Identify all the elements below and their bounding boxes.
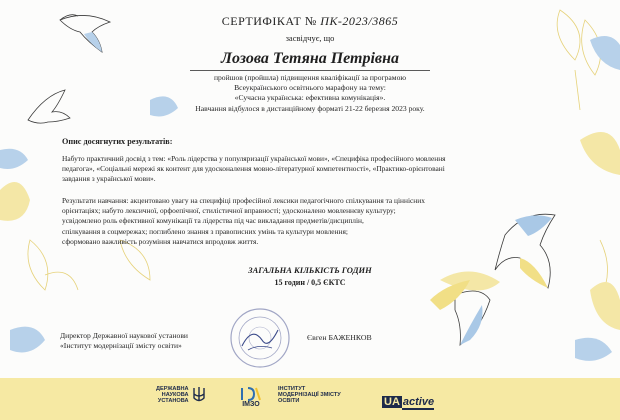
recipient-name: Лозова Тетяна Петрівна [221,50,399,67]
paragraph-line: Результати навчання: акцентовано увагу на специфіці професійної лексики педагогічного спілкування та ціннісних [62,196,425,205]
certificate-title [0,14,620,29]
director-position-line: «Інститут модернізації змісту освіти» [60,341,182,350]
dnu-logo [156,386,206,405]
dnu-logo-line: ДЕРЖАВНА [156,386,189,392]
institute-logo-line: ІНСТИТУТ [278,386,306,392]
program-line: пройшов (пройшла) підвищення кваліфікації за програмою [213,73,407,82]
institute-logo-line: МОДЕРНІЗАЦІЇ ЗМІСТУ [278,392,341,399]
recipient-underline [190,70,430,71]
certificate-number: ПК-2023/3865 [320,14,399,28]
paragraph-line: орієнтаціях; набуто лексичної, орфоепічної, стилістичної вправності; удосконалено мовленнєву культуру; [62,206,396,216]
total-hours-heading: ЗАГАЛЬНА КІЛЬКІСТЬ ГОДИН [248,265,372,275]
program-line: Всеукраїнського освітнього марафону на тему: [234,83,386,93]
program-description [150,73,470,114]
program-line: «Сучасна українська: ефективна комунікація». [234,93,386,103]
results-heading: Опис досягнутих результатів: [62,137,173,146]
institute-logo-line: ОСВІТИ [278,398,300,405]
program-line: Навчання відбулося в дистанційному форматі 21-22 березня 2023 року. [195,103,425,113]
dnu-logo-line: УСТАНОВА [157,398,189,405]
signature-scribble [242,330,278,346]
paragraph-line: сформовано важливість розуміння навчатися впродовж життя. [62,236,259,246]
director-position [60,331,188,351]
ua-active-logo [382,396,434,408]
paragraph-line: педагога», «Соціальні мережі як контент для удосконалення мовно-літературної компетентності», «Практико-орієнтовані [62,164,445,174]
ua-active-logo-part1: UA [384,396,400,408]
results-paragraph-topics [62,154,540,185]
institute-logo [278,386,341,405]
total-hours-value: 15 годин / 0,5 ЄКТС [274,278,346,287]
paragraph-line: спілкування в соцмережах; поглиблено знання з правописних умінь та культури мовлення; [62,226,348,236]
ua-active-logo-part2: active [402,396,435,408]
dnu-logo-line: НАУКОВА [161,392,189,399]
imzo-logo-text: ІМЗО [242,401,260,408]
trident-icon [192,386,206,404]
paragraph-line: завдання з української мови». [62,174,156,184]
paragraph-line: Набуто практичний досвід з тем: «Роль лідерства у популяризації української мови», «Специфіка професійного мовлення [62,154,446,163]
certifies-text: засвідчує, що [285,33,335,43]
results-paragraph-outcomes [62,196,540,247]
imzo-emblem-icon [240,386,262,402]
official-stamp [228,306,292,370]
paragraph-line: усвідомлено роль ефективної комунікації та лідерства під час викладання предметів/дисциплін, [62,216,364,226]
director-position-line: Директор Державної наукової установи [60,331,188,340]
signer-name: Євген БАЖЕНКОВ [307,333,372,342]
certificate-title-label: СЕРТИФІКАТ № [221,14,317,28]
imzo-logo [240,386,262,408]
